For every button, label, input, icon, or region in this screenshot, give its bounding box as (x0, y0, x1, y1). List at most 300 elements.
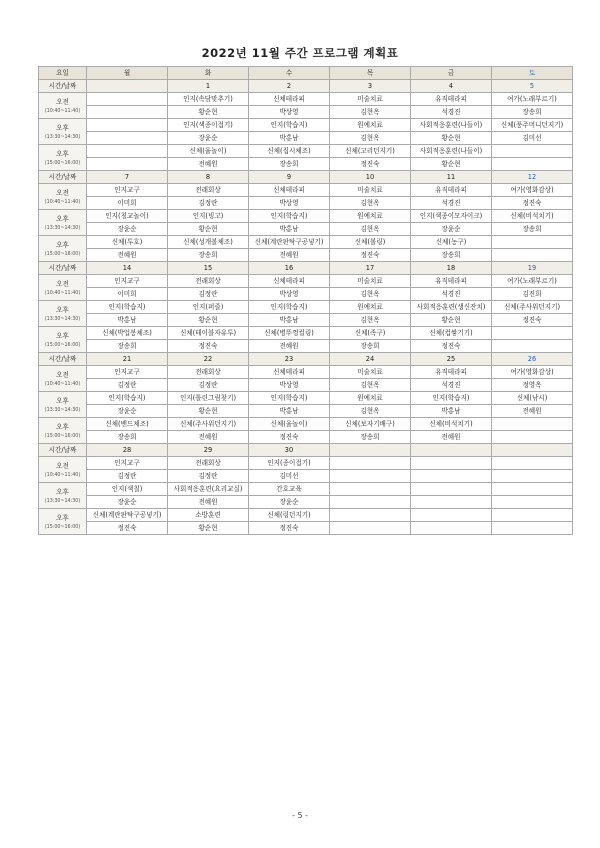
date-cell: 28 (87, 444, 168, 457)
date-cell: 4 (411, 80, 492, 93)
staff-cell: 황순현 (168, 314, 249, 327)
staff-cell: 장송희 (330, 431, 411, 444)
staff-cell: 장송희 (330, 340, 411, 353)
time-slot-label (39, 457, 87, 483)
staff-row (39, 197, 573, 210)
slot-time: (10:40~11:40) (44, 381, 81, 387)
program-cell (87, 93, 168, 106)
program-cell (411, 483, 492, 496)
staff-cell: 박상영 (249, 288, 330, 301)
program-cell: 간호교육 (249, 483, 330, 496)
slot-time: (15:00~16:00) (44, 433, 81, 439)
program-cell: 인지교구 (87, 184, 168, 197)
date-cell: 30 (249, 444, 330, 457)
slot-name: 오후 (56, 422, 69, 431)
program-cell (492, 483, 573, 496)
program-cell: 전래회상 (168, 184, 249, 197)
staff-cell: 김미선 (492, 132, 573, 145)
staff-row (39, 431, 573, 444)
staff-cell: 석경진 (411, 106, 492, 119)
program-cell: 인지(틀린그림찾기) (168, 392, 249, 405)
staff-cell: 박홍남 (411, 405, 492, 418)
time-slot-label (39, 145, 87, 171)
staff-row (39, 106, 573, 119)
program-cell: 신체(낚시) (492, 392, 573, 405)
staff-row (39, 340, 573, 353)
date-row-label: 시간/날짜 (39, 262, 87, 275)
staff-cell: 장송희 (249, 158, 330, 171)
program-cell: 신체(링던지기) (249, 509, 330, 522)
slot-time: (15:00~16:00) (44, 342, 81, 348)
staff-cell: 석경진 (411, 197, 492, 210)
staff-row (39, 314, 573, 327)
program-cell: 신체테라피 (249, 184, 330, 197)
header-cell-tue: 화 (168, 67, 249, 80)
program-cell: 여가(노래부르기) (492, 93, 573, 106)
program-cell: 전래회상 (168, 457, 249, 470)
staff-cell: 장윤순 (411, 223, 492, 236)
program-cell: 인지(색종이접기) (168, 119, 249, 132)
slot-time: (13:30~14:30) (44, 498, 81, 504)
date-row-label: 시간/날짜 (39, 444, 87, 457)
program-cell: 신체(풍주머니던지기) (492, 119, 573, 132)
program-cell: 전래회상 (168, 275, 249, 288)
staff-cell: 김정란 (168, 288, 249, 301)
program-cell: 미술치료 (330, 93, 411, 106)
program-cell: 여가(영화감상) (492, 366, 573, 379)
slot-time: (15:00~16:00) (44, 524, 81, 530)
date-cell: 10 (330, 171, 411, 184)
staff-cell: 정진숙 (492, 314, 573, 327)
staff-cell: 김정란 (168, 197, 249, 210)
slot-time: (15:00~16:00) (44, 251, 81, 257)
staff-row (39, 249, 573, 262)
staff-cell: 장윤순 (87, 405, 168, 418)
program-cell: 인지(퍼즐) (168, 301, 249, 314)
staff-cell: 황순현 (168, 522, 249, 535)
date-cell: 3 (330, 80, 411, 93)
staff-cell (411, 496, 492, 509)
date-cell: 17 (330, 262, 411, 275)
staff-cell: 황순현 (168, 405, 249, 418)
program-cell: 인지(학습지) (87, 392, 168, 405)
program-cell: 신체(테이블자유투) (168, 327, 249, 340)
staff-cell: 정진숙 (411, 340, 492, 353)
date-cell: 15 (168, 262, 249, 275)
staff-cell: 황순현 (411, 132, 492, 145)
staff-cell: 김현옥 (330, 197, 411, 210)
program-cell: 인지(빙고) (168, 210, 249, 223)
program-cell: 신체(비석치기) (492, 210, 573, 223)
date-cell: 11 (411, 171, 492, 184)
staff-cell: 정진숙 (492, 197, 573, 210)
staff-cell (492, 158, 573, 171)
program-row (39, 93, 573, 106)
program-row (39, 275, 573, 288)
program-cell: 신체(족구) (330, 327, 411, 340)
staff-cell: 장윤순 (249, 496, 330, 509)
page-title: 2022년 11월 주간 프로그램 계획표 (201, 46, 399, 60)
staff-cell: 황순현 (168, 106, 249, 119)
staff-cell: 김정란 (87, 379, 168, 392)
program-cell: 신체(집시체조) (249, 145, 330, 158)
slot-name: 오전 (56, 461, 69, 470)
program-cell: 미술치료 (330, 184, 411, 197)
time-slot-label (39, 210, 87, 236)
program-cell: 신체(병뚜껑컬링) (249, 327, 330, 340)
slot-time: (13:30~14:30) (44, 316, 81, 322)
slot-name: 오후 (56, 305, 69, 314)
program-cell: 여가(노래부르기) (492, 275, 573, 288)
program-cell: 신체테라피 (249, 366, 330, 379)
staff-cell: 이미희 (87, 288, 168, 301)
staff-cell: 장송희 (411, 249, 492, 262)
date-cell: 9 (249, 171, 330, 184)
slot-time: (13:30~14:30) (44, 407, 81, 413)
program-cell: 여가(영화감상) (492, 184, 573, 197)
program-cell (492, 145, 573, 158)
staff-cell: 정영옥 (492, 379, 573, 392)
program-row (39, 327, 573, 340)
header-cell-wed: 수 (249, 67, 330, 80)
staff-cell (492, 340, 573, 353)
header-cell-mon: 월 (87, 67, 168, 80)
schedule-table (38, 66, 573, 535)
staff-cell: 박홍남 (87, 314, 168, 327)
staff-cell: 정진숙 (330, 158, 411, 171)
slot-name: 오전 (56, 279, 69, 288)
slot-name: 오후 (56, 396, 69, 405)
date-cell (492, 444, 573, 457)
header-cell-fri: 금 (411, 67, 492, 80)
program-row (39, 184, 573, 197)
date-row (39, 444, 573, 457)
time-slot-label (39, 483, 87, 509)
staff-cell: 정진숙 (249, 522, 330, 535)
program-cell: 신체(계란판탁구공넣기) (87, 509, 168, 522)
program-cell: 신체(고리던지기) (330, 145, 411, 158)
header-cell-sat: 토 (492, 67, 573, 80)
staff-cell: 김정란 (168, 470, 249, 483)
staff-cell: 정진숙 (249, 431, 330, 444)
staff-cell: 전혜원 (411, 431, 492, 444)
slot-time: (13:30~14:30) (44, 225, 81, 231)
date-cell: 22 (168, 353, 249, 366)
program-row (39, 392, 573, 405)
date-cell: 25 (411, 353, 492, 366)
time-slot-label (39, 275, 87, 301)
program-cell: 신체(울놀이) (249, 418, 330, 431)
slot-name: 오후 (56, 214, 69, 223)
program-cell: 원예치료 (330, 301, 411, 314)
date-cell: 26 (492, 353, 573, 366)
program-cell: 인지(칭교놀이) (87, 210, 168, 223)
program-row (39, 236, 573, 249)
program-cell: 인지(색종이모자이크) (411, 210, 492, 223)
program-row (39, 301, 573, 314)
staff-cell (330, 522, 411, 535)
program-cell: 유직테라피 (411, 366, 492, 379)
program-cell: 미술치료 (330, 275, 411, 288)
staff-cell: 장송희 (87, 340, 168, 353)
program-cell (411, 509, 492, 522)
slot-name: 오후 (56, 240, 69, 249)
date-row (39, 80, 573, 93)
program-cell: 신체(볼링) (330, 236, 411, 249)
program-cell (492, 418, 573, 431)
program-cell: 인지(종이접기) (249, 457, 330, 470)
program-cell: 원예치료 (330, 119, 411, 132)
staff-cell (411, 470, 492, 483)
staff-cell: 장송희 (87, 431, 168, 444)
staff-cell (87, 106, 168, 119)
staff-row (39, 470, 573, 483)
staff-cell: 김미선 (249, 470, 330, 483)
staff-cell: 박상영 (249, 379, 330, 392)
date-cell (330, 444, 411, 457)
program-cell: 원예치료 (330, 392, 411, 405)
program-cell: 신체테라피 (249, 275, 330, 288)
program-row (39, 366, 573, 379)
staff-cell: 정진숙 (330, 249, 411, 262)
page-number: - 5 - (292, 811, 308, 820)
program-cell: 원예치료 (330, 210, 411, 223)
date-cell: 21 (87, 353, 168, 366)
header-row (39, 67, 573, 80)
header-cell-thu: 목 (330, 67, 411, 80)
date-row-label: 시간/날짜 (39, 80, 87, 93)
program-cell: 신체(보자기배구) (330, 418, 411, 431)
staff-cell: 황순현 (411, 314, 492, 327)
date-cell: 29 (168, 444, 249, 457)
time-slot-label (39, 366, 87, 392)
date-cell: 18 (411, 262, 492, 275)
program-cell: 사회적응훈련(나들이) (411, 119, 492, 132)
staff-cell (87, 158, 168, 171)
date-row-label: 시간/날짜 (39, 171, 87, 184)
staff-cell: 김현옥 (330, 106, 411, 119)
program-cell: 신체(주사위던지기) (168, 418, 249, 431)
slot-time: (13:30~14:30) (44, 134, 81, 140)
date-cell: 19 (492, 262, 573, 275)
slot-time: (10:40~11:40) (44, 108, 81, 114)
staff-cell (492, 431, 573, 444)
staff-cell: 김현옥 (330, 379, 411, 392)
program-cell: 인지(색칠) (87, 483, 168, 496)
program-cell (411, 457, 492, 470)
program-cell: 신체(밴드체조) (87, 418, 168, 431)
program-cell: 사회적응훈련(나들이) (411, 145, 492, 158)
staff-row (39, 379, 573, 392)
program-cell: 신체(비석치기) (411, 418, 492, 431)
program-cell (330, 483, 411, 496)
date-row (39, 353, 573, 366)
date-cell: 24 (330, 353, 411, 366)
staff-cell: 박홍남 (249, 223, 330, 236)
program-cell: 사회적응훈련(생신잔치) (411, 301, 492, 314)
program-row (39, 145, 573, 158)
date-cell: 16 (249, 262, 330, 275)
staff-row (39, 522, 573, 535)
slot-name: 오후 (56, 123, 69, 132)
staff-cell: 전혜원 (168, 496, 249, 509)
staff-cell: 장윤순 (87, 223, 168, 236)
program-cell: 전래회상 (168, 366, 249, 379)
time-slot-label (39, 392, 87, 418)
slot-time: (10:40~11:40) (44, 199, 81, 205)
slot-name: 오후 (56, 487, 69, 496)
staff-cell: 장송희 (492, 106, 573, 119)
staff-cell: 전혜원 (249, 340, 330, 353)
program-row (39, 119, 573, 132)
program-cell: 인지교구 (87, 366, 168, 379)
date-cell: 7 (87, 171, 168, 184)
date-cell: 1 (168, 80, 249, 93)
slot-name: 오전 (56, 97, 69, 106)
staff-cell: 석경진 (411, 379, 492, 392)
program-cell (87, 145, 168, 158)
program-row (39, 509, 573, 522)
staff-cell (87, 132, 168, 145)
program-cell: 신체(울놀이) (168, 145, 249, 158)
date-cell: 2 (249, 80, 330, 93)
slot-name: 오후 (56, 513, 69, 522)
program-cell: 신체(투호) (87, 236, 168, 249)
slot-name: 오전 (56, 370, 69, 379)
slot-name: 오전 (56, 188, 69, 197)
slot-name: 오후 (56, 149, 69, 158)
staff-cell: 김진희 (492, 288, 573, 301)
program-cell: 인지(학습지) (249, 119, 330, 132)
time-slot-label (39, 93, 87, 119)
program-cell: 신체(계란판탁구공넣기) (249, 236, 330, 249)
staff-cell: 전혜원 (249, 249, 330, 262)
staff-cell: 박상영 (249, 106, 330, 119)
staff-cell (492, 249, 573, 262)
program-cell: 사회적응훈련(요리교실) (168, 483, 249, 496)
staff-cell: 장송희 (492, 223, 573, 236)
staff-cell: 김정란 (87, 470, 168, 483)
program-cell: 신체(성개볼체조) (168, 236, 249, 249)
time-slot-label (39, 236, 87, 262)
program-cell: 인지(학습지) (411, 392, 492, 405)
time-slot-label (39, 327, 87, 353)
program-cell: 인지교구 (87, 457, 168, 470)
staff-cell: 박상영 (249, 197, 330, 210)
staff-cell: 이미희 (87, 197, 168, 210)
program-cell: 인지(학습지) (87, 301, 168, 314)
staff-cell: 박홍남 (249, 405, 330, 418)
staff-cell: 장송희 (168, 249, 249, 262)
program-cell (87, 119, 168, 132)
staff-cell (492, 522, 573, 535)
program-cell (330, 457, 411, 470)
program-cell (492, 236, 573, 249)
date-row-label: 시간/날짜 (39, 353, 87, 366)
header-cell-day: 요일 (39, 67, 87, 80)
staff-cell: 박홍남 (249, 132, 330, 145)
program-row (39, 210, 573, 223)
date-cell: 8 (168, 171, 249, 184)
program-row (39, 418, 573, 431)
program-cell: 신체(주사위던지기) (492, 301, 573, 314)
staff-row (39, 158, 573, 171)
program-cell: 소방훈련 (168, 509, 249, 522)
time-slot-label (39, 301, 87, 327)
date-cell: 23 (249, 353, 330, 366)
time-slot-label (39, 509, 87, 535)
program-cell: 인지(속담맞추기) (168, 93, 249, 106)
staff-cell: 김현옥 (330, 223, 411, 236)
program-row (39, 483, 573, 496)
program-cell: 인지(학습지) (249, 301, 330, 314)
staff-cell: 전혜원 (492, 405, 573, 418)
staff-cell: 석경진 (411, 288, 492, 301)
time-slot-label (39, 119, 87, 145)
slot-time: (10:40~11:40) (44, 472, 81, 478)
slot-time: (15:00~16:00) (44, 160, 81, 166)
program-cell (492, 509, 573, 522)
program-cell: 신체(컵쌓기기) (411, 327, 492, 340)
staff-cell: 장윤순 (87, 496, 168, 509)
staff-cell: 김정란 (168, 379, 249, 392)
program-cell: 인지(학습지) (249, 210, 330, 223)
program-cell: 신체(농구) (411, 236, 492, 249)
program-cell: 유직테라피 (411, 93, 492, 106)
staff-row (39, 223, 573, 236)
program-cell (492, 327, 573, 340)
staff-cell (492, 470, 573, 483)
program-row (39, 457, 573, 470)
staff-cell: 장윤순 (168, 132, 249, 145)
date-cell: 12 (492, 171, 573, 184)
time-slot-label (39, 184, 87, 210)
slot-time: (10:40~11:40) (44, 290, 81, 296)
staff-cell (411, 522, 492, 535)
staff-cell: 김현옥 (330, 132, 411, 145)
date-cell: 14 (87, 262, 168, 275)
staff-cell: 김현옥 (330, 314, 411, 327)
staff-cell: 김현옥 (330, 405, 411, 418)
program-cell (492, 457, 573, 470)
time-slot-label (39, 418, 87, 444)
slot-name: 오후 (56, 331, 69, 340)
program-cell (330, 509, 411, 522)
staff-row (39, 405, 573, 418)
staff-cell: 황순현 (411, 158, 492, 171)
staff-cell (330, 496, 411, 509)
staff-cell (492, 496, 573, 509)
staff-row (39, 288, 573, 301)
staff-cell: 전혜원 (168, 431, 249, 444)
staff-cell: 정진숙 (168, 340, 249, 353)
program-cell: 유직테라피 (411, 184, 492, 197)
date-cell (87, 80, 168, 93)
program-cell: 신체(박업봉체조) (87, 327, 168, 340)
staff-cell: 정진숙 (87, 522, 168, 535)
program-cell: 신체테라피 (249, 93, 330, 106)
program-cell: 인지(학습지) (249, 392, 330, 405)
staff-cell: 김현옥 (330, 288, 411, 301)
program-cell: 미술치료 (330, 366, 411, 379)
staff-row (39, 496, 573, 509)
staff-cell: 박홍남 (249, 314, 330, 327)
program-cell: 인지교구 (87, 275, 168, 288)
date-row (39, 262, 573, 275)
staff-cell: 황순현 (168, 223, 249, 236)
date-cell: 5 (492, 80, 573, 93)
staff-cell: 전혜원 (87, 249, 168, 262)
